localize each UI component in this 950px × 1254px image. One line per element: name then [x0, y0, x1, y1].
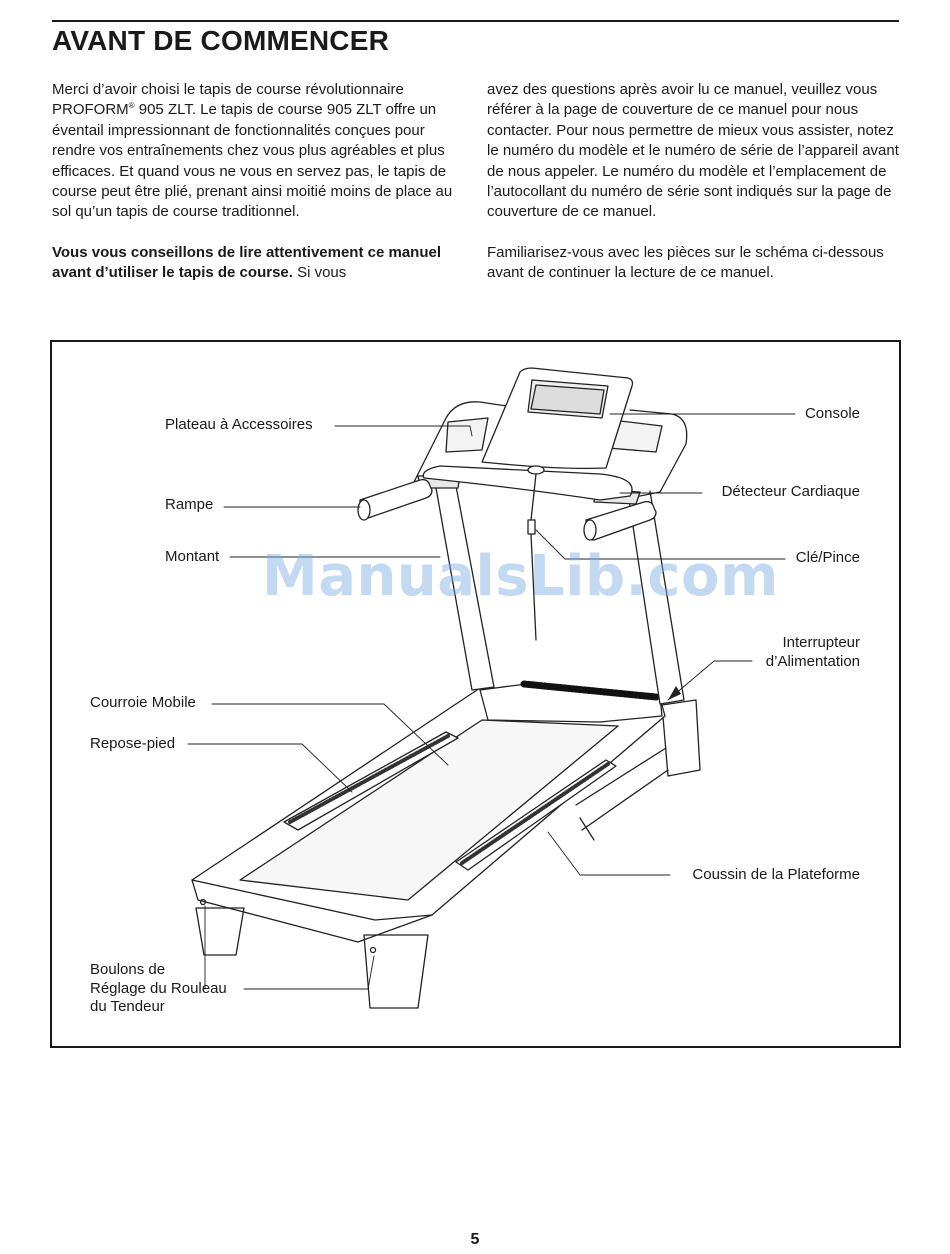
intro-column-right [487, 80, 899, 304]
watermark: ManualsLib.com [262, 544, 779, 609]
front-base [662, 700, 700, 776]
registered-mark: ® [128, 101, 135, 111]
intro-paragraph-3: avez des questions après avoir lu ce manuel, veuillez vous référer à la page de couverture de ce manuel pour nous contacter. Pour nous permettre de mieux vous assister, notez le numéro du modèle et le numéro de série de l’appareil avant de nous appeler. Le numéro du modèle et l’emplacement de l’autocollant du numéro de série sont indiqués sur la page de couverture de ce manuel. [487, 81, 899, 221]
label-console: Console [804, 405, 860, 422]
left-handrail-end [358, 500, 370, 520]
label-pulse-sensor: Détecteur Cardiaque [721, 483, 860, 500]
label-power-switch: Interrupteur d’Alimentation [765, 634, 860, 670]
left-foot [196, 908, 244, 955]
label-handrail: Rampe [165, 496, 214, 513]
right-handrail-end [584, 520, 596, 540]
leader-foot-rail [188, 744, 352, 792]
safety-key-slot [528, 466, 544, 474]
console-screen [531, 385, 604, 414]
intro-paragraph-1 [52, 80, 464, 223]
label-platform-cushion: Coussin de la Plateforme [692, 866, 860, 883]
label-idler-roller-bolts: Boulons de Réglage du Rouleau du Tendeur [90, 961, 227, 1015]
intro-paragraph-4: Familiarisez-vous avec les pièces sur le schéma ci-dessous avant de continuer la lecture de ce manuel. [487, 243, 884, 282]
treadmill-illustration [52, 342, 895, 1042]
intro-column-left [52, 80, 464, 304]
label-key-clip: Clé/Pince [795, 549, 860, 566]
label-accessory-tray: Plateau à Accessoires [165, 416, 313, 433]
page-title: AVANT DE COMMENCER [52, 25, 390, 56]
intro-paragraph-2 [52, 243, 464, 284]
top-rule [52, 20, 899, 22]
label-walking-belt: Courroie Mobile [90, 694, 196, 711]
page-number: 5 [470, 1231, 480, 1248]
right-foot [364, 935, 428, 1008]
intro-p1-rest: 905 ZLT. Le tapis de course 905 ZLT offre un éventail impressionnant de fonctionnalités conçues pour rendre vos entraînements chez vous plus agréables et plus efficaces. Et quand vous ne vous en servez pas, le tapis de course peut être plié, prenant ainsi moitié moins de place au sol qu’un tapis de course traditionnel. [52, 101, 453, 221]
intro-p2-bold: Vous vous conseillons de lire attentivement ce manuel avant d’utiliser le tapis de course. [52, 243, 442, 282]
label-foot-rail: Repose-pied [90, 735, 176, 752]
intro-p1-start: Merci d’avoir choisi le tapis de course révolutionnaire PROFORM [52, 81, 404, 119]
left-handrail [360, 480, 432, 518]
intro-p2-rest: Si vous [292, 264, 347, 282]
label-upright: Montant [165, 548, 220, 565]
